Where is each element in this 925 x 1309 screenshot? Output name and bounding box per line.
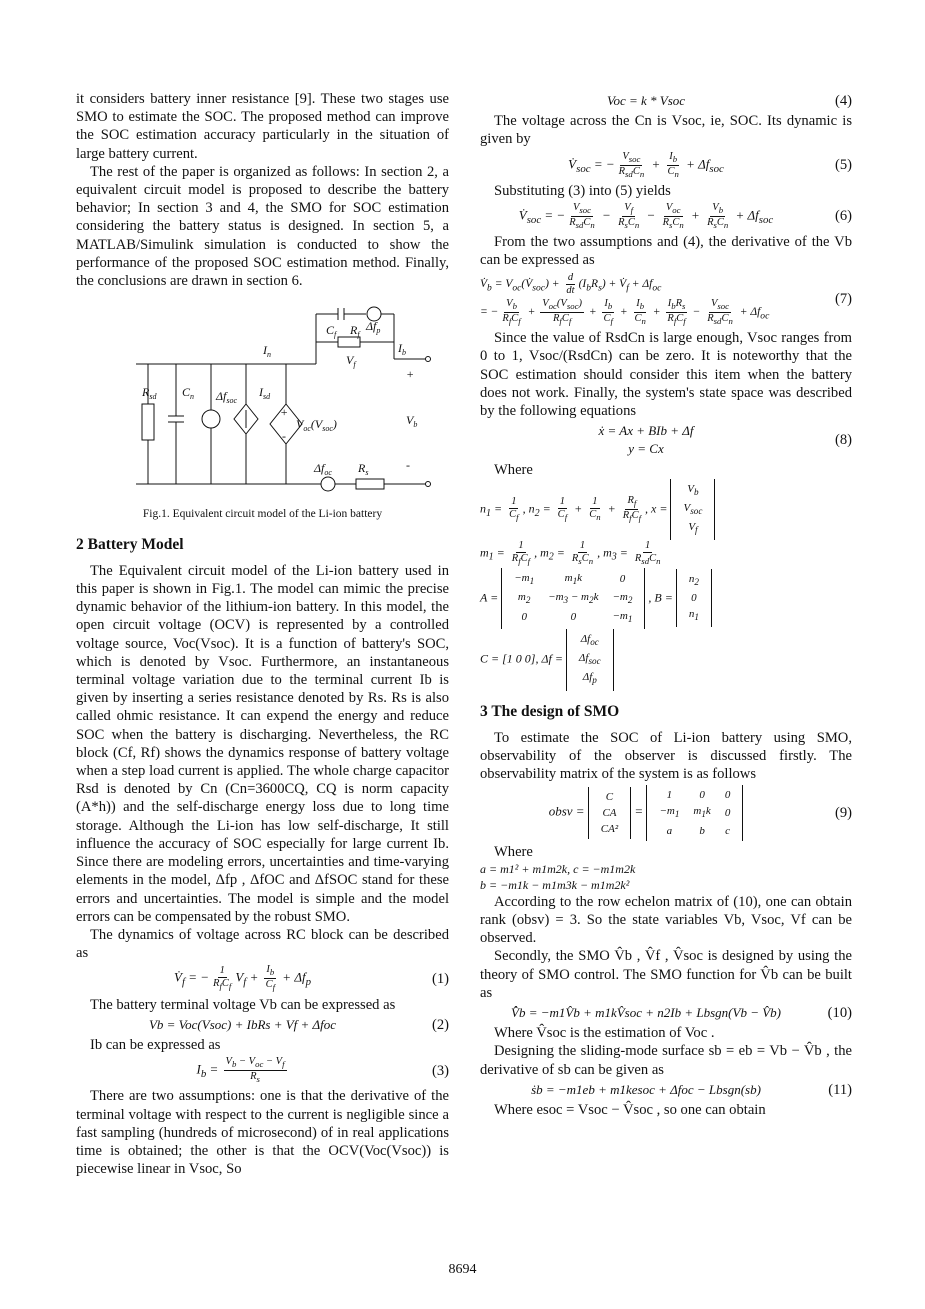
paragraph-where-estimate: Where V̂soc is the estimation of Voc .	[494, 1025, 715, 1042]
svg-text:-: -	[406, 458, 410, 473]
svg-text:Rf: $R_f$	[350, 323, 360, 340]
equation-10: V̂̇b = −m1V̂b + m1kV̂soc + n2Ib + Lbsgn(Vb − V̂b) (10)	[511, 1005, 852, 1022]
svg-text:Vb: $V_b$	[406, 413, 418, 430]
equation-6: $V̇_{soc}$ = − $\frac{V_{soc}}{R_{sd}C_n}$ − $\frac{V_f}{R_sC_n}$ − $\frac{V_{oc}}{R_sC_n}$ + $\frac{V_b}{R_sC_n}$ + $\Delta f_{soc}$ (6)	[518, 202, 852, 231]
right-column	[480, 90, 852, 1119]
figure-1	[76, 304, 449, 523]
svg-text:Vf: $V_f$	[346, 353, 356, 370]
equation-3: $I_b$ = $\frac{V_b - V_{oc} - V_f}{R_s}$ (3)	[196, 1056, 449, 1085]
svg-text:Isd: $I_{sd}$	[259, 385, 271, 402]
paragraph-surface: Designing the sliding-mode surface sb = eb = Vb − V̂b , the derivative of sb can be given as	[480, 1043, 852, 1078]
paragraph-intro-2: The rest of the paper is organized as follows: In section 2, a equivalent circuit model is proposed to describe the battery behavior; In section 3 and 4, the SMO for SOC estimation considering the battery status is designed. In section 5, a MATLAB/Simulink simulation is conducted to show the performance of the proposed SOC estimation method. Finally, the conclusions are drawn in section 6.	[76, 163, 449, 290]
svg-text:+: +	[406, 367, 415, 382]
paragraph-dynamics: The dynamics of voltage across RC block can be described as	[76, 926, 449, 962]
circuit-diagram	[76, 304, 449, 494]
svg-text:Δfp: $\Delta f_p$	[366, 319, 381, 336]
paragraph-assumptions: There are two assumptions: one is that the derivative of the terminal voltage with respect to the current is negligible since a fast sampling (hundreds of microsecond) of in real applications time is obtained; the other is that the OCV(Voc(Vsoc)) is piecewise linear in Vsoc, So	[76, 1088, 449, 1178]
svg-text:Voc(Vsoc): $V_{oc}(V_{soc})$	[296, 417, 337, 434]
abc-definitions: a = m1² + m1m2k, c = −m1m2k b = −m1k − m1m3k − m1m2k²	[480, 861, 636, 892]
svg-text:Δfoc: $\Delta f_{oc}$	[314, 461, 332, 478]
paragraph-cn: The voltage across the Cn is Vsoc, ie, SOC. Its dynamic is given by	[480, 113, 852, 148]
equation-1: $V̇_f$ = − $\frac{1}{R_fC_f}$ $V_f$ + $\frac{I_b}{C_f}$ + $\Delta f_p$ (1)	[174, 964, 449, 993]
section-3-title: 3 The design of SMO	[480, 702, 620, 720]
svg-text:In: $I_n$	[263, 343, 271, 360]
where-label-2: Where	[494, 843, 533, 860]
svg-text:+: +	[280, 405, 289, 420]
svg-text:Rs: $R_s$	[358, 461, 369, 478]
paragraph-derivative: From the two assumptions and (4), the derivative of the Vb can be expressed as	[480, 234, 852, 269]
parameter-definitions: $n_1$ = $\frac{1}{C_f}$ , $n_2$ = $\frac{1}{C_f}$ + $\frac{1}{C_n}$ + $\frac{R_f}{R_fC_f}$ , $x = V_b$ $V_{soc}$ $V_f$ $m_1$ = $\frac{1}{R_fC_f}$ , $m_2$ = $\frac{1}{R_sC_n}$ , $m_3$ = $\frac{1}{R_{sd}C_n}$ $A = -m_1$ $m_1k$ 0 $m_2$ $-m_3 - m_2k$ $-m_2$ 0 0 $-m_1$ , $B = n_2$ 0 $n_1$ C = [1 0 0], $\Delta f = \Delta f_{oc}$ $\Delta f_{soc}$ $\Delta f_p$	[480, 479, 852, 691]
paragraph-ib: Ib can be expressed as	[90, 1036, 221, 1053]
equation-7: $V̇_b$ = $V_{oc}(V̇_{soc})$ + $\frac{d}{dt}$ $(I_bR_s)$ + $V̇_f + \Delta f_{oc}$ = − $\frac{V_b}{R_fC_f}$ + $\frac{V_{oc}(V_{soc})}{R_fC_f}$ + $\frac{I_b}{C_f}$ + $\frac{I_b}{C_n}$ + $\frac{I_bR_s}{R_fC_f}$ − $\frac{V_{soc}}{R_{sd}C_n}$ + $\Delta f_{oc}$ (7)	[480, 271, 852, 327]
svg-text:Δfsoc: $\Delta f_{soc}$	[216, 389, 238, 406]
figure-caption: Fig.1. Equivalent circuit model of the Li-ion battery	[142, 508, 383, 521]
equation-5: $V̇_{soc}$ = − $\frac{V_{soc}}{R_{sd}C_n}$ + $\frac{I_b}{C_n}$ + $\Delta f_{soc}$ (5)	[568, 150, 852, 179]
svg-text:Cn: $C_n$	[182, 385, 195, 402]
equation-8: ẋ = Ax + BIb + Δf y = Cx (8)	[598, 423, 852, 457]
svg-text:-: -	[282, 429, 286, 444]
paragraph-substitute: Substituting (3) into (5) yields	[494, 182, 671, 199]
paragraph-smo-2: Secondly, the SMO V̂b , V̂f , V̂soc is designed by using the theory of SMO control. The SMO function for V̂b can be built as	[480, 948, 852, 1001]
paragraph-rank: According to the row echelon matrix of (10), one can obtain rank (obsv) = 3. So the state variables Vb, Vsoc, Vf can be observed.	[480, 893, 852, 947]
equation-11: ṡb = −m1eb + m1kesoc + Δfoc − Lbsgn(sb) (11)	[531, 1081, 852, 1098]
paragraph-smo-1: To estimate the SOC of Li-ion battery using SMO, observability of the observer is discussed firstly. The observability matrix of the system is as follows	[480, 729, 852, 783]
left-column	[76, 90, 449, 1178]
where-label-1: Where	[494, 461, 533, 478]
svg-text:Rsd: $R_{sd}$	[142, 385, 157, 402]
paragraph-final: Where esoc = Vsoc − V̂soc , so one can obtain	[494, 1102, 766, 1119]
paragraph-since: Since the value of RsdCn is large enough, Vsoc ranges from 0 to 1, Vsoc/(RsdCn) can be zero. It is noteworthy that the SOC estimation should consider this item when the battery does not work. Finally, the system's state space was described by the following equations	[480, 330, 852, 420]
equation-4: Voc = k * Vsoc (4)	[606, 93, 852, 109]
svg-text:Cf: $C_f$	[326, 323, 337, 340]
paragraph-model: The Equivalent circuit model of the Li-ion battery used in this paper is shown in Fig.1. The model can mimic the precise dynamic behavior of the lithium-ion battery. In this model, the open circuit voltage (OCV) is represented by a controlled voltage source, Voc(Vsoc). It is a function of battery's SOC, which is denoted by Vsoc. Furthermore, an instantaneous terminal voltage variation due to the terminal current Ib is given by inserting a series resistance denoted by Rs. Rs is also called ohmic resistance. It can expend the energy and reduce SOC when the battery is discharging. Nevertheless, the RC block (Cf, Rf) shows the dynamics response of battery voltage when a step load current is applied. The whole charge capacitor Rsd is denoted by Cn (Cn=3600CQ, CQ is norm capacity (A*h)) and the self-discharge energy loss due to long time storage. Although the Li-ion has low self-discharge, It still influence the accuracy of SOC especially for large current Ib. Since there are modeling errors, uncertainties and time-varying elements in the model, Δfp , ΔfOC and ΔfSOC stand for these errors and uncertainties. The model is simple and the model errors can be compensated by the robust SMO.	[76, 562, 449, 925]
page-number: 8694	[448, 1262, 477, 1277]
equation-9: obsv = C CA CA² = 1 0 0 $-m_1$ $m_1k$ 0 a b c (9)	[480, 785, 852, 840]
section-2-title: 2 Battery Model	[76, 535, 184, 553]
paragraph-intro-1: it considers battery inner resistance [9]. These two stages use SMO to estimate the SOC. The proposed method can improve the SOC estimation accuracy particularly in the situation of large battery current.	[76, 91, 449, 162]
equation-2: Vb = Voc(Vsoc) + IbRs + Vf + Δfoc (2)	[148, 1016, 449, 1033]
paragraph-terminal: The battery terminal voltage Vb can be expressed as	[90, 996, 396, 1013]
svg-text:Ib: $I_b$	[398, 341, 406, 358]
